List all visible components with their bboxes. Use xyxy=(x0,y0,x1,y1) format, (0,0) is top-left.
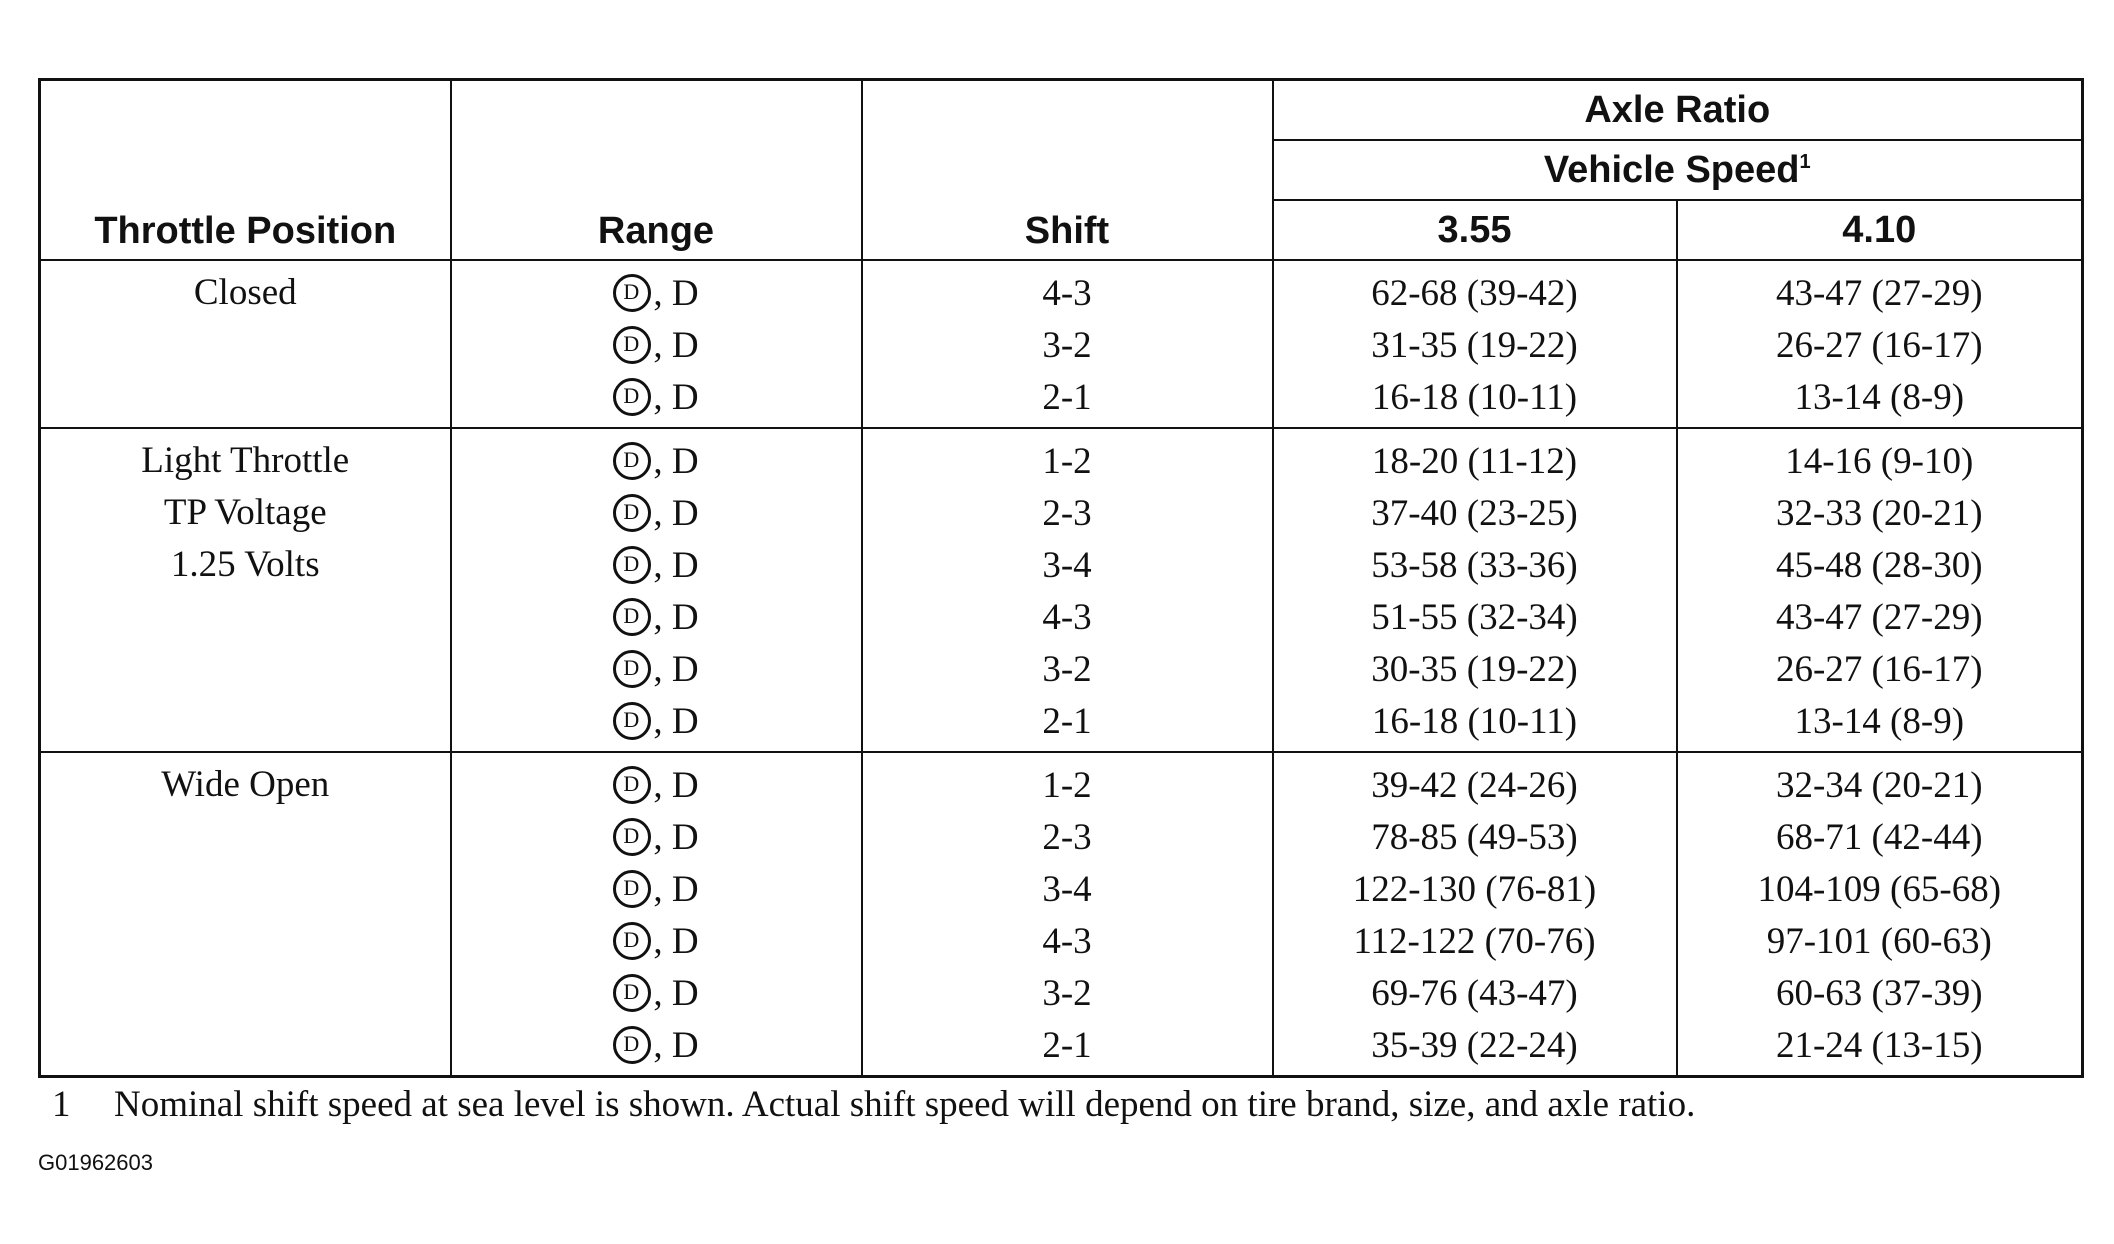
speed-410-cell: 43-47 (27-29) xyxy=(1677,591,2083,643)
header-throttle-position: Throttle Position xyxy=(40,80,451,261)
range-text: , D xyxy=(653,544,699,586)
speed-410-cell: 13-14 (8-9) xyxy=(1677,695,2083,752)
speed-410-cell: 97-101 (60-63) xyxy=(1677,915,2083,967)
footnote xyxy=(52,1083,1695,1126)
shift-cell: 2-1 xyxy=(862,695,1273,752)
circled-d-icon xyxy=(613,546,651,584)
range-text: , D xyxy=(653,700,699,742)
circled-d-icon xyxy=(613,922,651,960)
circled-d-icon xyxy=(613,766,651,804)
speed-355-cell: 16-18 (10-11) xyxy=(1273,371,1677,428)
range-text: , D xyxy=(653,868,699,910)
throttle-position-cell xyxy=(40,752,451,1077)
range-text: , D xyxy=(653,596,699,638)
range-text: , D xyxy=(653,920,699,962)
circled-d-icon xyxy=(613,702,651,740)
speed-355-cell: 122-130 (76-81) xyxy=(1273,863,1677,915)
range-text: , D xyxy=(653,764,699,806)
speed-355-cell: 39-42 (24-26) xyxy=(1273,752,1677,811)
throttle-position-line: TP Voltage xyxy=(163,492,327,533)
circled-d-icon xyxy=(613,650,651,688)
range-cell xyxy=(451,487,862,539)
shift-speed-table xyxy=(38,78,2084,1078)
range-cell xyxy=(451,863,862,915)
circled-d-letter: D xyxy=(623,382,640,408)
circled-d-letter: D xyxy=(623,926,640,952)
table-body xyxy=(40,260,2083,1077)
shift-cell: 4-3 xyxy=(862,915,1273,967)
speed-355-cell: 62-68 (39-42) xyxy=(1273,260,1677,319)
circled-d-icon xyxy=(613,598,651,636)
header-ratio-355: 3.55 xyxy=(1273,200,1677,260)
circled-d-icon xyxy=(613,1026,651,1064)
circled-d-letter: D xyxy=(623,446,640,472)
range-text: , D xyxy=(653,972,699,1014)
footnote-number: 1 xyxy=(52,1084,71,1125)
shift-cell: 1-2 xyxy=(862,428,1273,487)
shift-cell: 2-1 xyxy=(862,371,1273,428)
header-axle-ratio: Axle Ratio xyxy=(1273,80,2083,141)
circled-d-icon xyxy=(613,870,651,908)
range-cell xyxy=(451,643,862,695)
range-cell xyxy=(451,591,862,643)
speed-355-cell: 31-35 (19-22) xyxy=(1273,319,1677,371)
speed-410-cell: 26-27 (16-17) xyxy=(1677,643,2083,695)
range-text: , D xyxy=(653,376,699,418)
speed-355-cell: 37-40 (23-25) xyxy=(1273,487,1677,539)
range-text: , D xyxy=(653,272,699,314)
speed-410-cell: 60-63 (37-39) xyxy=(1677,967,2083,1019)
circled-d-letter: D xyxy=(623,278,640,304)
speed-410-cell: 13-14 (8-9) xyxy=(1677,371,2083,428)
header-shift: Shift xyxy=(862,80,1273,261)
shift-cell: 3-2 xyxy=(862,319,1273,371)
header-ratio-410: 4.10 xyxy=(1677,200,2083,260)
shift-cell: 3-4 xyxy=(862,863,1273,915)
speed-410-cell: 32-34 (20-21) xyxy=(1677,752,2083,811)
speed-355-cell: 35-39 (22-24) xyxy=(1273,1019,1677,1077)
speed-355-cell: 69-76 (43-47) xyxy=(1273,967,1677,1019)
shift-cell: 1-2 xyxy=(862,752,1273,811)
vehicle-speed-label: Vehicle Speed xyxy=(1543,148,1800,191)
range-cell xyxy=(451,539,862,591)
circled-d-icon xyxy=(613,326,651,364)
range-cell xyxy=(451,915,862,967)
range-cell xyxy=(451,967,862,1019)
speed-410-cell: 104-109 (65-68) xyxy=(1677,863,2083,915)
vehicle-speed-footnote-ref: 1 xyxy=(1799,150,1811,173)
speed-410-cell: 21-24 (13-15) xyxy=(1677,1019,2083,1077)
range-text: , D xyxy=(653,324,699,366)
range-cell xyxy=(451,371,862,428)
range-text: , D xyxy=(653,492,699,534)
shift-cell: 4-3 xyxy=(862,591,1273,643)
range-cell xyxy=(451,752,862,811)
figure-id: G01962603 xyxy=(38,1150,153,1175)
speed-355-cell: 112-122 (70-76) xyxy=(1273,915,1677,967)
throttle-position-line: Light Throttle xyxy=(141,440,350,481)
throttle-position-line: 1.25 Volts xyxy=(170,544,320,585)
circled-d-icon xyxy=(613,378,651,416)
shift-cell: 2-1 xyxy=(862,1019,1273,1077)
speed-355-cell: 78-85 (49-53) xyxy=(1273,811,1677,863)
speed-355-cell: 30-35 (19-22) xyxy=(1273,643,1677,695)
speed-355-cell: 18-20 (11-12) xyxy=(1273,428,1677,487)
speed-355-cell: 16-18 (10-11) xyxy=(1273,695,1677,752)
throttle-position-cell xyxy=(40,428,451,752)
range-text: , D xyxy=(653,816,699,858)
circled-d-letter: D xyxy=(623,822,640,848)
range-cell xyxy=(451,1019,862,1077)
throttle-position-cell xyxy=(40,260,451,428)
throttle-position-line: Closed xyxy=(193,272,297,313)
circled-d-letter: D xyxy=(623,654,640,680)
speed-410-cell: 68-71 (42-44) xyxy=(1677,811,2083,863)
shift-cell: 4-3 xyxy=(862,260,1273,319)
header-vehicle-speed xyxy=(1273,140,2083,200)
range-cell xyxy=(451,319,862,371)
circled-d-icon xyxy=(613,818,651,856)
table-row xyxy=(40,752,2083,811)
shift-cell: 2-3 xyxy=(862,811,1273,863)
circled-d-letter: D xyxy=(623,770,640,796)
speed-410-cell: 14-16 (9-10) xyxy=(1677,428,2083,487)
range-text: , D xyxy=(653,1024,699,1066)
range-cell xyxy=(451,811,862,863)
circled-d-letter: D xyxy=(623,550,640,576)
range-text: , D xyxy=(653,648,699,690)
shift-cell: 3-2 xyxy=(862,643,1273,695)
shift-cell: 3-2 xyxy=(862,967,1273,1019)
circled-d-icon xyxy=(613,274,651,312)
shift-cell: 2-3 xyxy=(862,487,1273,539)
circled-d-letter: D xyxy=(623,1030,640,1056)
speed-355-cell: 51-55 (32-34) xyxy=(1273,591,1677,643)
throttle-position-line: Wide Open xyxy=(161,764,330,805)
circled-d-icon xyxy=(613,974,651,1012)
footnote-text: Nominal shift speed at sea level is shown. Actual shift speed will depend on tire brand, size, and axle ratio. xyxy=(114,1084,1696,1125)
speed-410-cell: 32-33 (20-21) xyxy=(1677,487,2083,539)
table-row xyxy=(40,428,2083,487)
circled-d-letter: D xyxy=(623,330,640,356)
range-text: , D xyxy=(653,440,699,482)
circled-d-letter: D xyxy=(623,978,640,1004)
circled-d-letter: D xyxy=(623,498,640,524)
speed-410-cell: 45-48 (28-30) xyxy=(1677,539,2083,591)
circled-d-letter: D xyxy=(623,874,640,900)
circled-d-letter: D xyxy=(623,602,640,628)
circled-d-icon xyxy=(613,494,651,532)
speed-410-cell: 26-27 (16-17) xyxy=(1677,319,2083,371)
range-cell xyxy=(451,260,862,319)
speed-410-cell: 43-47 (27-29) xyxy=(1677,260,2083,319)
header-range: Range xyxy=(451,80,862,261)
range-cell xyxy=(451,695,862,752)
circled-d-icon xyxy=(613,442,651,480)
speed-355-cell: 53-58 (33-36) xyxy=(1273,539,1677,591)
table-row xyxy=(40,260,2083,319)
circled-d-letter: D xyxy=(623,706,640,732)
shift-cell: 3-4 xyxy=(862,539,1273,591)
range-cell xyxy=(451,428,862,487)
